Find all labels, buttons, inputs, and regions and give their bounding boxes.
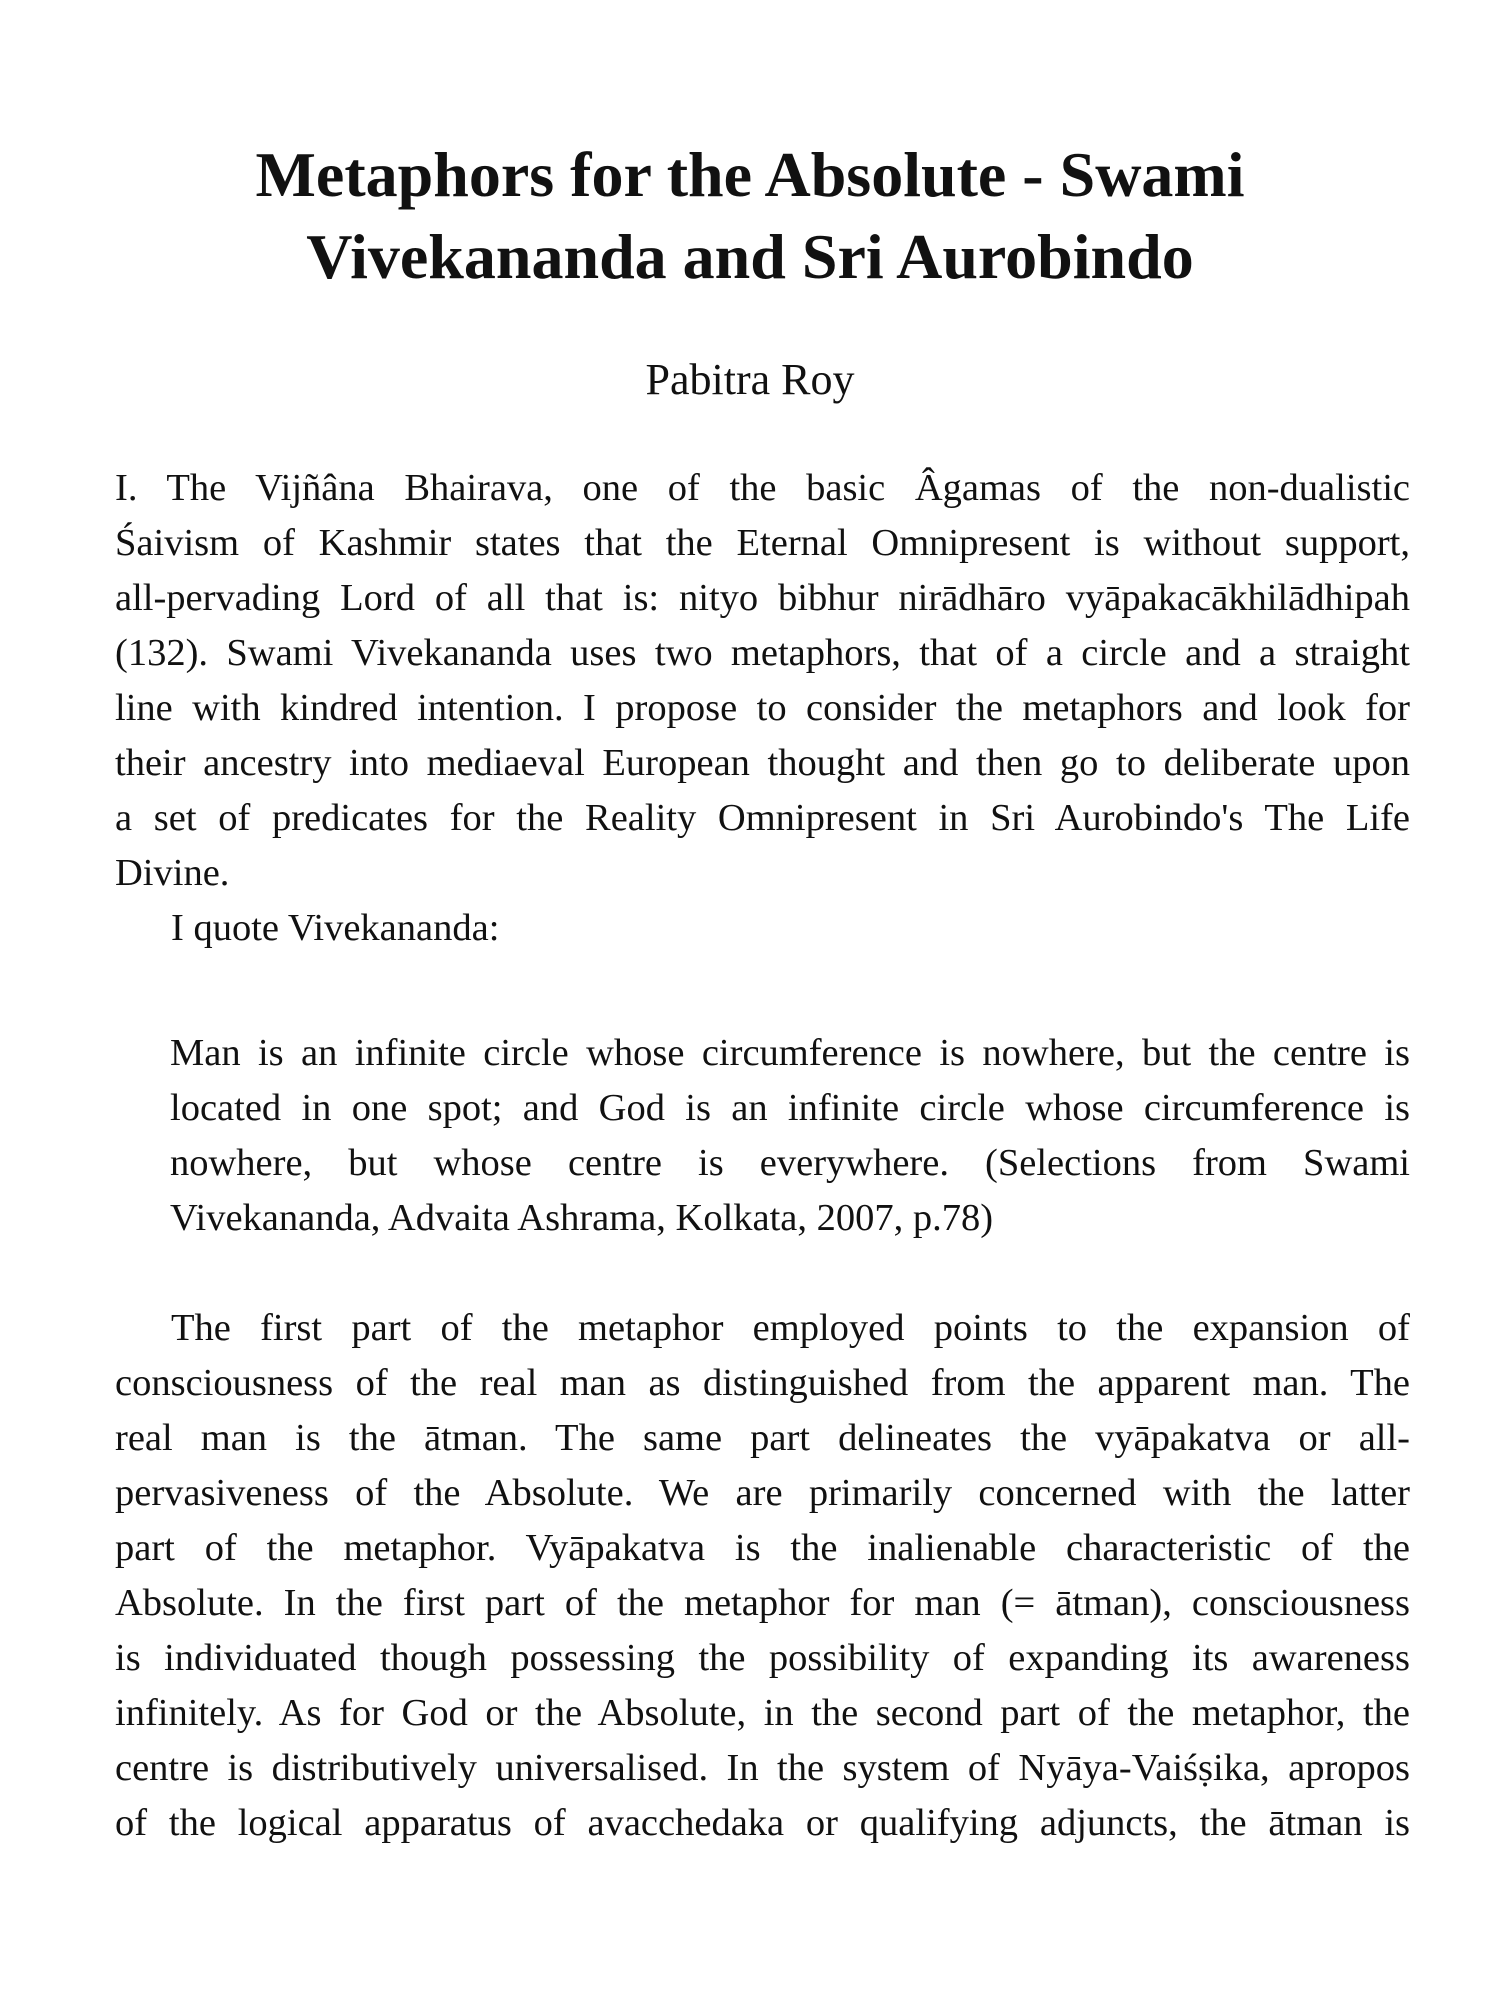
title-line-2: Vivekananda and Sri Aurobindo xyxy=(306,221,1194,292)
text-line: I quote Vivekananda: xyxy=(171,907,500,949)
text-line: real man is the ātman. The same part delineates the vyāpakatva or all- xyxy=(115,1417,1410,1459)
text-line: line with kindred intention. I propose to consider the metaphors and look for xyxy=(115,687,1410,729)
author-name: Pabitra Roy xyxy=(645,355,855,404)
title-line-1: Metaphors for the Absolute - Swami xyxy=(255,139,1245,210)
text-line: Absolute. In the first part of the metaphor for man (= ātman), consciousness xyxy=(115,1582,1410,1624)
text-line: part of the metaphor. Vyāpakatva is the inalienable characteristic of the xyxy=(115,1527,1410,1569)
text-line: pervasiveness of the Absolute. We are primarily concerned with the latter xyxy=(115,1472,1410,1514)
quote-line: Man is an infinite circle whose circumference is nowhere, but the centre is xyxy=(170,1032,1410,1074)
text-line: infinitely. As for God or the Absolute, in the second part of the metaphor, the xyxy=(115,1692,1410,1734)
text-line: is individuated though possessing the possibility of expanding its awareness xyxy=(115,1637,1410,1679)
text-line: I. The Vijñâna Bhairava, one of the basic Âgamas of the non-dualistic xyxy=(115,467,1410,509)
text-line: their ancestry into mediaeval European thought and then go to deliberate upon xyxy=(115,742,1410,784)
text-line: Śaivism of Kashmir states that the Eternal Omnipresent is without support, xyxy=(115,522,1410,564)
text-line: all-pervading Lord of all that is: nityo bibhur nirādhāro vyāpakacākhilādhipah xyxy=(115,577,1410,619)
text-line: The first part of the metaphor employed points to the expansion of xyxy=(171,1307,1410,1349)
paper-title xyxy=(200,134,1300,298)
quote-line: Vivekananda, Advaita Ashrama, Kolkata, 2007, p.78) xyxy=(170,1197,994,1239)
text-line: centre is distributively universalised. In the system of Nyāya-Vaiśṣika, apropos xyxy=(115,1747,1410,1789)
quote-line: nowhere, but whose centre is everywhere. (Selections from Swami xyxy=(170,1142,1410,1184)
quote-line: located in one spot; and God is an infinite circle whose circumference is xyxy=(170,1087,1410,1129)
text-line: consciousness of the real man as distinguished from the apparent man. The xyxy=(115,1362,1410,1404)
text-line: Divine. xyxy=(115,852,230,894)
text-line: a set of predicates for the Reality Omnipresent in Sri Aurobindo's The Life xyxy=(115,797,1410,839)
text-line: (132). Swami Vivekananda uses two metaphors, that of a circle and a straight xyxy=(115,632,1410,674)
text-line: of the logical apparatus of avacchedaka or qualifying adjuncts, the ātman is xyxy=(115,1802,1410,1844)
